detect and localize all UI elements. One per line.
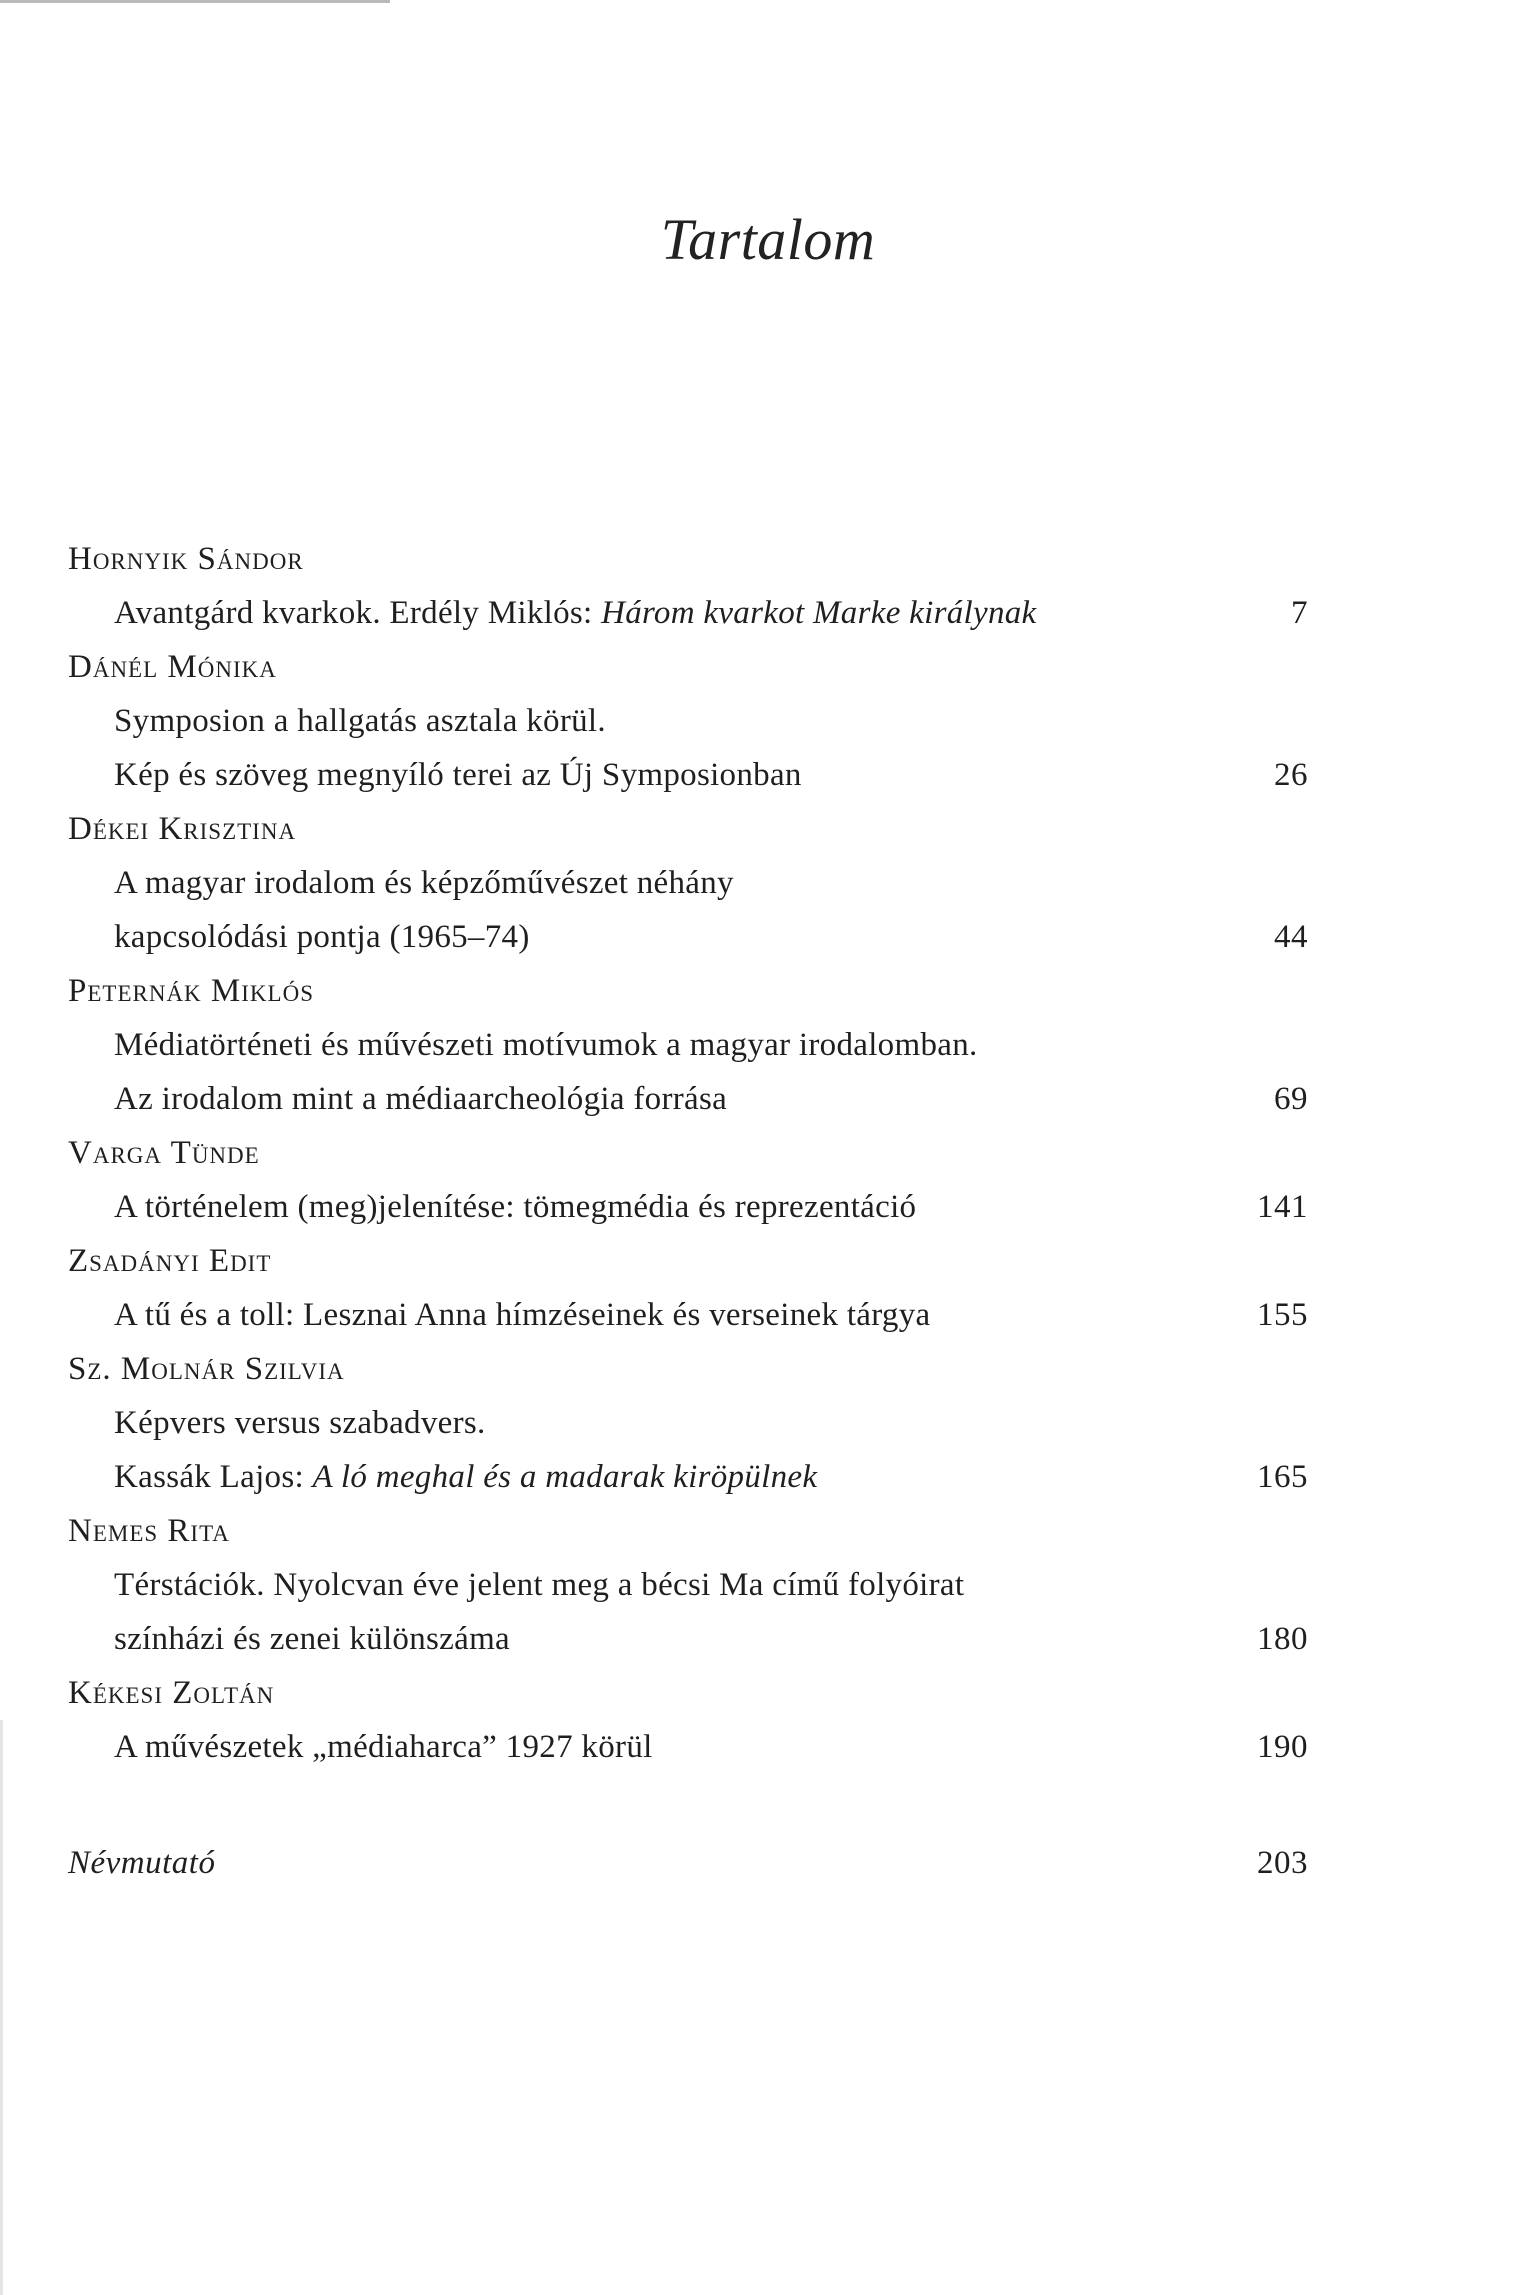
toc-author: Nemes Rita — [68, 1513, 230, 1549]
toc-entry-line[interactable] — [68, 694, 1308, 748]
toc-entry-text: A művészetek „médiaharca” 1927 körül — [114, 1729, 653, 1765]
toc-entry-text: Térstációk. Nyolcvan éve jelent meg a bécsi Ma című folyóirat — [114, 1567, 965, 1603]
toc-entry-text: Avantgárd kvarkok. Erdély Miklós: — [114, 595, 602, 631]
toc-author: Dékei Krisztina — [68, 811, 297, 847]
toc-entry-line[interactable] — [68, 1072, 1308, 1126]
toc-author: Peternák Miklós — [68, 973, 314, 1009]
toc-author: Zsadányi Edit — [68, 1243, 272, 1279]
toc-page-number: 69 — [1274, 1081, 1308, 1117]
toc-page-number: 44 — [1274, 919, 1308, 955]
top-edge-rule — [0, 0, 390, 3]
toc-entry-text: Kép és szöveg megnyíló terei az Új Symposionban — [114, 757, 802, 793]
toc-entry-italic-title: Három kvarkot Marke királynak — [601, 595, 1037, 631]
toc-page-number: 7 — [1291, 595, 1308, 631]
toc-entry-line[interactable] — [68, 1288, 1308, 1342]
toc-entry-text: A történelem (meg)jelenítése: tömegmédia és reprezentáció — [114, 1189, 917, 1225]
toc-author: Kékesi Zoltán — [68, 1675, 275, 1711]
toc-page-number: 141 — [1257, 1189, 1308, 1225]
index-label: Névmutató — [68, 1845, 216, 1881]
toc-entry-line[interactable] — [68, 748, 1308, 802]
toc-entry-italic-title: A ló meghal és a madarak kiröpülnek — [312, 1459, 818, 1495]
toc-page-number: 155 — [1257, 1297, 1308, 1333]
index-page-number: 203 — [1257, 1845, 1308, 1881]
toc-entry-text: Symposion a hallgatás asztala körül. — [114, 703, 606, 739]
index-entry[interactable] — [68, 1836, 1308, 1890]
toc-page-number: 190 — [1257, 1729, 1308, 1765]
toc-entry-text: kapcsolódási pontja (1965–74) — [114, 919, 530, 955]
toc-entry-line[interactable] — [68, 856, 1308, 910]
toc-entry-line[interactable] — [68, 586, 1308, 640]
page-title: Tartalom — [660, 207, 876, 272]
toc-entry-line[interactable] — [68, 1720, 1308, 1774]
toc-page-number: 165 — [1257, 1459, 1308, 1495]
toc-entry-text: A magyar irodalom és képzőművészet néhány — [114, 865, 734, 901]
toc-entry-line[interactable] — [68, 1558, 1308, 1612]
toc-entry-text: Az irodalom mint a médiaarcheológia forrása — [114, 1081, 728, 1117]
toc-author: Dánél Mónika — [68, 649, 277, 685]
toc-entry-text: A tű és a toll: Lesznai Anna hímzéseinek és verseinek tárgya — [114, 1297, 931, 1333]
toc-entry-line[interactable] — [68, 1612, 1308, 1666]
toc-entry-line[interactable] — [68, 1450, 1308, 1504]
toc-author: Varga Tünde — [68, 1135, 260, 1171]
toc-entry-line[interactable] — [68, 910, 1308, 964]
toc-entry-text: Médiatörténeti és művészeti motívumok a magyar irodalomban. — [114, 1027, 978, 1063]
table-of-contents — [68, 532, 1308, 1890]
toc-entry-line[interactable] — [68, 1396, 1308, 1450]
toc-spacer — [68, 1774, 1308, 1836]
toc-page-number: 180 — [1257, 1621, 1308, 1657]
toc-author: Hornyik Sándor — [68, 541, 304, 577]
toc-entry-text: Képvers versus szabadvers. — [114, 1405, 486, 1441]
toc-author: Sz. Molnár Szilvia — [68, 1351, 345, 1387]
toc-entry-text: Kassák Lajos: — [114, 1459, 313, 1495]
toc-entry-text: színházi és zenei különszáma — [114, 1621, 510, 1657]
toc-page-number: 26 — [1274, 757, 1308, 793]
page-edge-shadow — [0, 1720, 3, 2295]
toc-entry-line[interactable] — [68, 1180, 1308, 1234]
toc-entry-line[interactable] — [68, 1018, 1308, 1072]
